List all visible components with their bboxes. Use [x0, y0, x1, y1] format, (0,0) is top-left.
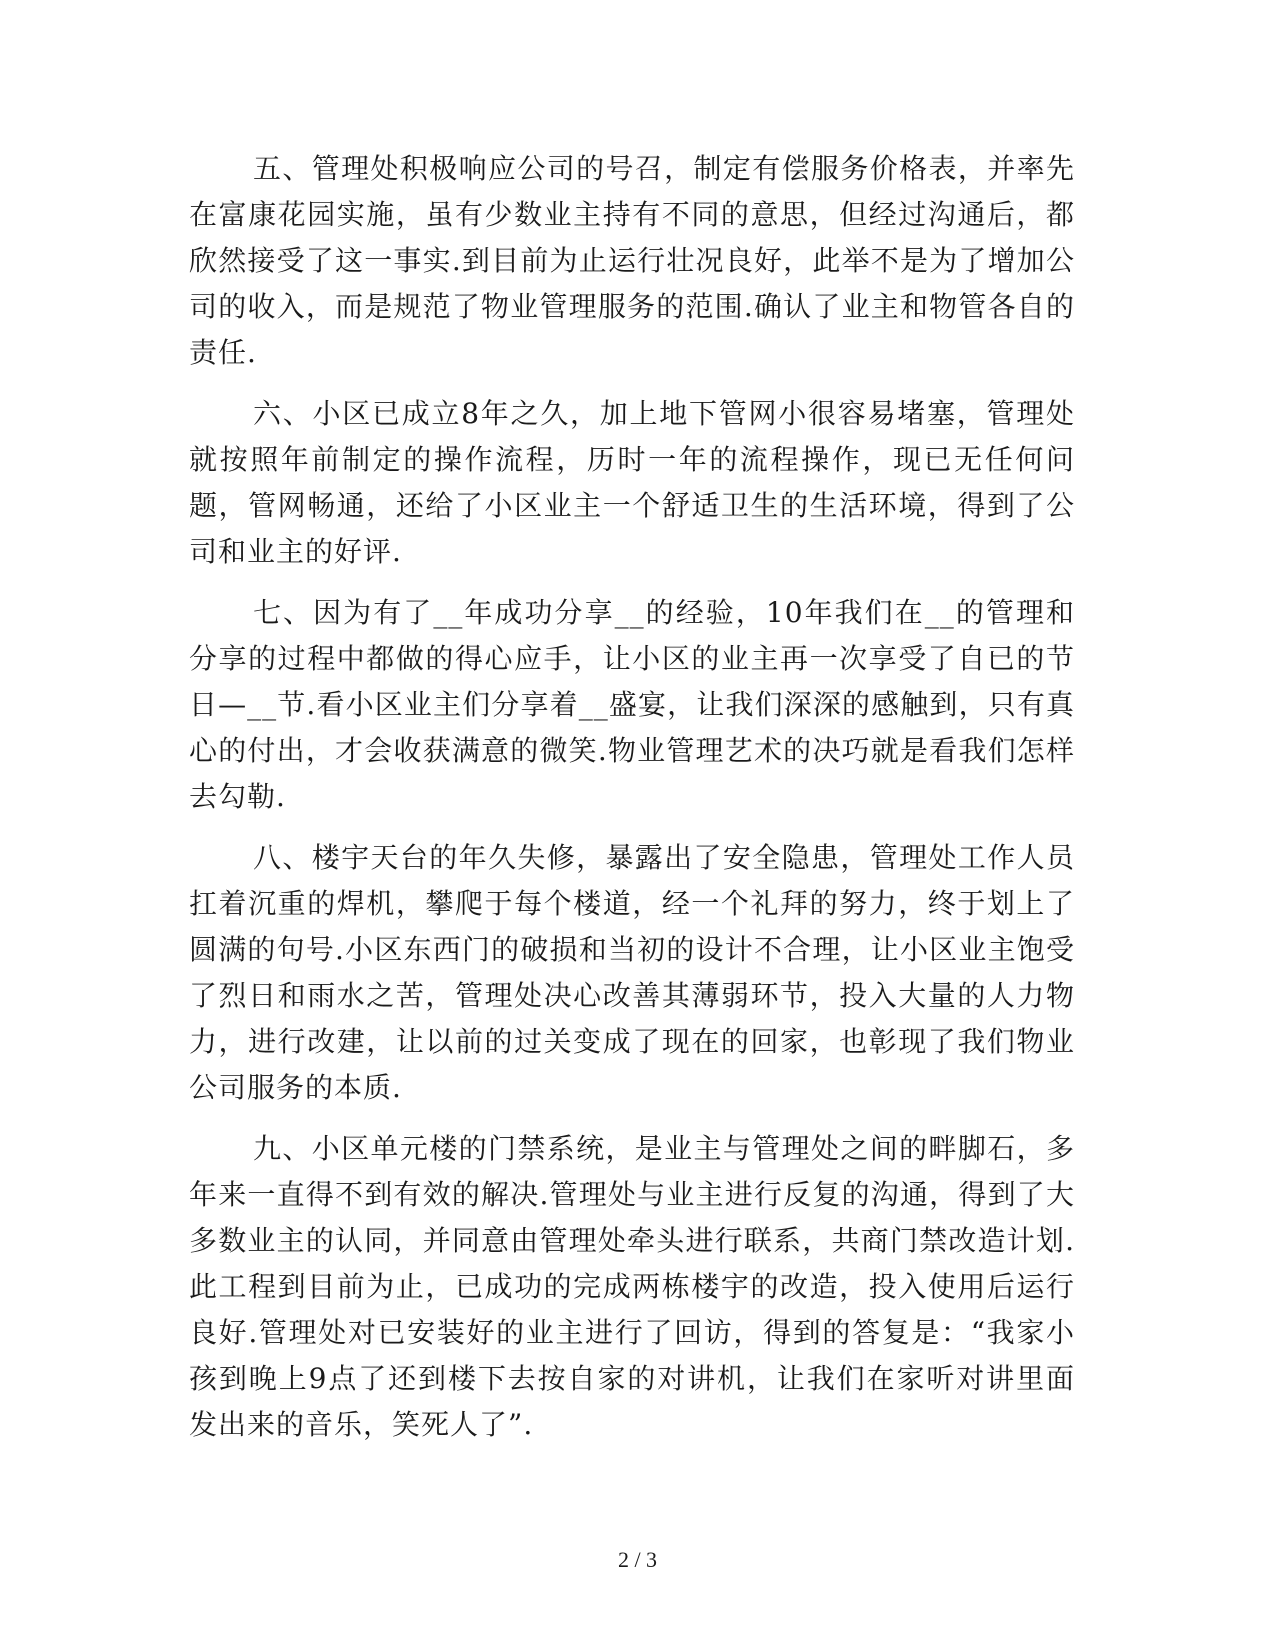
- paragraph-8: 八、楼宇天台的年久失修，暴露出了安全隐患，管理处工作人员扛着沉重的焊机，攀爬于每个楼道，经一个礼拜的努力，终于划上了圆满的句号.小区东西门的破损和当初的设计不合理，让小区业主饱受了烈日和雨水之苦，管理处决心改善其薄弱环节，投入大量的人力物力，进行改建，让以前的过关变成了现在的回家，也彰现了我们物业公司服务的本质.: [189, 841, 1075, 1104]
- paragraph-7: 七、因为有了__年成功分享__的经验，10年我们在__的管理和分享的过程中都做的得心应手，让小区的业主再一次享受了自已的节日—__节.看小区业主们分享着__盛宴，让我们深深的感触到，只有真心的付出，才会收获满意的微笑.物业管理艺术的决巧就是看我们怎样去勾勒.: [189, 596, 1075, 813]
- paragraph-6: 六、小区已成立8年之久，加上地下管网小很容易堵塞，管理处就按照年前制定的操作流程，历时一年的流程操作，现已无任何问题，管网畅通，还给了小区业主一个舒适卫生的生活环境，得到了公司和业主的好评.: [189, 397, 1075, 568]
- document-body: [189, 146, 1075, 1463]
- paragraph-5: 五、管理处积极响应公司的号召，制定有偿服务价格表，并率先在富康花园实施，虽有少数业主持有不同的意思，但经过沟通后，都欣然接受了这一事实.到目前为止运行壮况良好，此举不是为了增加公司的收入，而是规范了物业管理服务的范围.确认了业主和物管各自的责任.: [189, 152, 1075, 369]
- paragraph-9: 九、小区单元楼的门禁系统，是业主与管理处之间的畔脚石，多年来一直得不到有效的解决.管理处与业主进行反复的沟通，得到了大多数业主的认同，并同意由管理处牵头进行联系，共商门禁改造计划.此工程到目前为止，已成功的完成两栋楼宇的改造，投入使用后运行良好.管理处对已安装好的业主进行了回访，得到的答复是：“我家小孩到晚上9点了还到楼下去按自家的对讲机，让我们在家听对讲里面发出来的音乐，笑死人了”.: [189, 1132, 1075, 1441]
- page-number: 2 / 3: [617, 1547, 658, 1572]
